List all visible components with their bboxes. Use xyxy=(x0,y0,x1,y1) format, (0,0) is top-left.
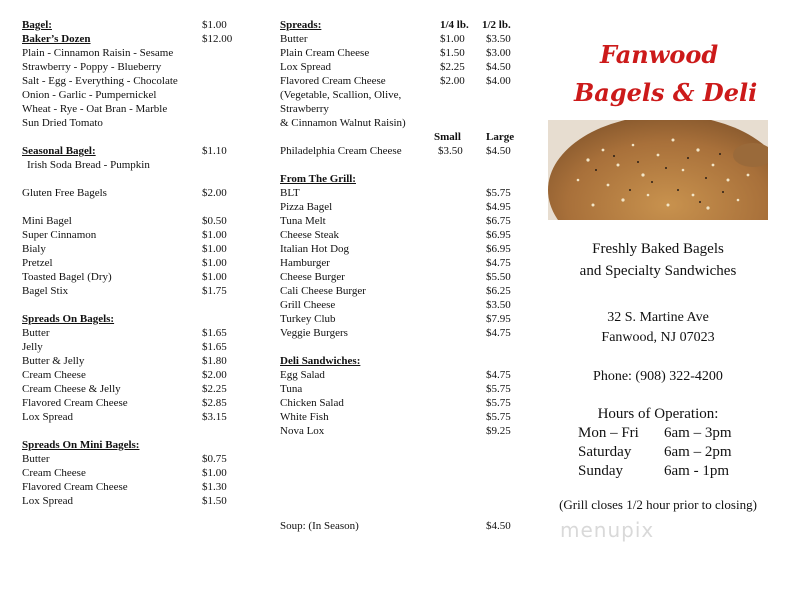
flavor-line xyxy=(22,88,240,102)
item-name: Hamburger xyxy=(280,257,330,269)
menupix-watermark: menupix xyxy=(560,518,655,542)
menu-item-row xyxy=(280,186,516,200)
item-price: $6.95 xyxy=(486,243,511,255)
quarter-lb-header: 1/4 lb. xyxy=(440,19,469,31)
section-title: From The Grill: xyxy=(280,173,356,185)
item-price: $1.00 xyxy=(202,257,227,269)
flavor-line xyxy=(22,60,240,74)
item-name: White Fish xyxy=(280,411,329,423)
item-name: Lox Spread xyxy=(280,61,332,73)
menu-item-row xyxy=(280,228,516,242)
menu-item-row xyxy=(280,326,516,340)
menu-item-row xyxy=(280,256,516,270)
item-price: $1.75 xyxy=(202,285,227,297)
item-name: Super Cinnamon xyxy=(22,229,97,241)
item-name: Pretzel xyxy=(22,257,53,269)
philly-row xyxy=(280,144,516,158)
flavor-text: Strawberry - Poppy - Blueberry xyxy=(22,61,162,73)
logo-line-1: Fanwood xyxy=(600,40,719,69)
item-name: BLT xyxy=(280,187,300,199)
note-text: & Cinnamon Walnut Raisin) xyxy=(280,117,406,129)
item-name: Soup: (In Season) xyxy=(280,520,359,532)
menu-item-row xyxy=(280,242,516,256)
item-price-large: $4.00 xyxy=(486,75,511,87)
grill-header xyxy=(280,172,516,186)
item-name: Philadelphia Cream Cheese xyxy=(280,145,402,157)
item-price: $5.50 xyxy=(486,271,511,283)
item-name: Cream Cheese xyxy=(22,369,86,381)
seasonal-desc-row xyxy=(22,158,240,172)
bakers-dozen-label: Baker’s Dozen xyxy=(22,33,91,45)
menu-item-row xyxy=(22,354,240,368)
item-name: Cheese Burger xyxy=(280,271,345,283)
item-name: Tuna xyxy=(280,383,303,395)
menu-item-row xyxy=(22,340,240,354)
seasonal-label: Seasonal Bagel: xyxy=(22,145,96,157)
flavor-text: Onion - Garlic - Pumpernickel xyxy=(22,89,157,101)
bakers-dozen-row xyxy=(22,32,240,46)
menu-item-row xyxy=(280,382,516,396)
item-name: Chicken Salad xyxy=(280,397,344,409)
item-name: Butter & Jelly xyxy=(22,355,85,367)
hours-row xyxy=(548,443,768,462)
hours-row xyxy=(548,462,768,481)
flavor-note xyxy=(280,88,516,102)
hours-day: Sunday xyxy=(578,463,623,479)
flavor-line xyxy=(22,102,240,116)
section-title: Deli Sandwiches: xyxy=(280,355,361,367)
menu-item-row xyxy=(280,200,516,214)
item-price: $6.75 xyxy=(486,215,511,227)
item-price: $1.80 xyxy=(202,355,227,367)
phone-number: Phone: (908) 322-4200 xyxy=(593,369,723,384)
bagel-menu-column xyxy=(22,18,240,508)
spreads-on-bagels-header xyxy=(22,312,240,326)
item-name: Bagel Stix xyxy=(22,285,69,297)
item-name: Mini Bagel xyxy=(22,215,72,227)
item-price: $4.75 xyxy=(486,327,511,339)
size-header-row xyxy=(280,130,516,144)
item-name: Lox Spread xyxy=(22,495,74,507)
item-price: $4.50 xyxy=(486,520,511,532)
menu-item-row xyxy=(280,424,516,438)
gluten-free-price: $2.00 xyxy=(202,187,227,199)
item-name: Cream Cheese & Jelly xyxy=(22,383,121,395)
item-price: $0.50 xyxy=(202,215,227,227)
grill-note: (Grill closes 1/2 hour prior to closing) xyxy=(559,497,757,512)
flavor-text: Salt - Egg - Everything - Chocolate xyxy=(22,75,178,87)
bagel-row xyxy=(22,18,240,32)
item-name: Flavored Cream Cheese xyxy=(280,75,386,87)
item-price: $3.50 xyxy=(486,299,511,311)
item-price: $1.00 xyxy=(202,229,227,241)
tagline xyxy=(548,238,768,282)
item-price: $1.30 xyxy=(202,481,227,493)
menu-item-row xyxy=(280,368,516,382)
item-name: Butter xyxy=(22,327,50,339)
menu-item-row xyxy=(280,74,516,88)
seasonal-desc: Irish Soda Bread - Pumpkin xyxy=(27,159,150,171)
item-name: Pizza Bagel xyxy=(280,201,333,213)
item-name: Italian Hot Dog xyxy=(280,243,350,255)
spreads-header-row xyxy=(280,18,516,32)
menu-item-row xyxy=(280,270,516,284)
hours-day: Mon – Fri xyxy=(578,425,639,441)
item-price: $4.75 xyxy=(486,369,511,381)
bagel-photo xyxy=(548,120,768,220)
item-name: Egg Salad xyxy=(280,369,325,381)
menu-item-row xyxy=(22,382,240,396)
menu-item-row xyxy=(22,452,240,466)
item-price: $2.85 xyxy=(202,397,227,409)
logo-line-2: Bagels & Deli xyxy=(574,78,758,107)
hours-time: 6am – 2pm xyxy=(664,444,732,460)
item-name: Bialy xyxy=(22,243,46,255)
menu-item-row xyxy=(280,298,516,312)
hours-title: Hours of Operation: xyxy=(597,406,719,422)
soup-block xyxy=(280,519,516,533)
item-price: $1.00 xyxy=(202,243,227,255)
bagel-price: $1.00 xyxy=(202,19,227,31)
item-price-large: $3.00 xyxy=(486,47,511,59)
item-price-small: $2.00 xyxy=(440,75,465,87)
note-text: Strawberry xyxy=(280,103,329,115)
item-price: $0.75 xyxy=(202,453,227,465)
flavor-text: Wheat - Rye - Oat Bran - Marble xyxy=(22,103,168,115)
flavor-text: Sun Dried Tomato xyxy=(22,117,103,129)
item-price: $2.00 xyxy=(202,369,227,381)
item-price: $2.25 xyxy=(202,383,227,395)
small-header: Small xyxy=(434,131,461,143)
item-price: $6.95 xyxy=(486,229,511,241)
item-price: $5.75 xyxy=(486,187,511,199)
deli-header xyxy=(280,354,516,368)
item-name: Plain Cream Cheese xyxy=(280,47,370,59)
item-price: $9.25 xyxy=(486,425,511,437)
seasonal-price: $1.10 xyxy=(202,145,227,157)
menu-item-row xyxy=(22,228,240,242)
menu-item-row xyxy=(22,410,240,424)
item-price: $1.65 xyxy=(202,327,227,339)
spreads-grill-deli-column xyxy=(280,18,516,438)
half-lb-header: 1/2 lb. xyxy=(482,19,511,31)
address xyxy=(548,308,768,348)
bakers-dozen-price: $12.00 xyxy=(202,33,233,45)
item-price-small: $2.25 xyxy=(440,61,465,73)
hours-time: 6am – 3pm xyxy=(664,425,732,441)
address-city: Fanwood, NJ 07023 xyxy=(601,330,715,345)
hours-row xyxy=(548,424,768,443)
item-name: Tuna Melt xyxy=(280,215,326,227)
menu-item-row xyxy=(22,214,240,228)
menu-item-row xyxy=(280,284,516,298)
item-name: Cheese Steak xyxy=(280,229,339,241)
item-price-large: $3.50 xyxy=(486,33,511,45)
tagline-line-1: Freshly Baked Bagels xyxy=(592,241,724,257)
item-price: $4.75 xyxy=(486,257,511,269)
menu-item-row xyxy=(22,326,240,340)
item-price: $1.00 xyxy=(202,467,227,479)
menu-item-row xyxy=(280,60,516,74)
spreads-on-mini-header xyxy=(22,438,240,452)
menu-item-row xyxy=(280,396,516,410)
flavor-note xyxy=(280,116,516,130)
tagline-line-2: and Specialty Sandwiches xyxy=(579,263,737,279)
soup-row xyxy=(280,519,516,533)
menu-item-row xyxy=(22,256,240,270)
item-name: Toasted Bagel (Dry) xyxy=(22,271,112,283)
item-name: Cream Cheese xyxy=(22,467,86,479)
hours-table xyxy=(548,424,768,481)
item-name: Turkey Club xyxy=(280,313,336,325)
item-name: Jelly xyxy=(22,341,43,353)
item-name: Lox Spread xyxy=(22,411,74,423)
item-price: $4.95 xyxy=(486,201,511,213)
hours-day: Saturday xyxy=(578,444,632,460)
menu-item-row xyxy=(22,396,240,410)
item-price-small: $3.50 xyxy=(438,145,463,157)
item-name: Butter xyxy=(22,453,50,465)
item-price: $1.00 xyxy=(202,271,227,283)
item-price: $3.15 xyxy=(202,411,227,423)
item-price: $5.75 xyxy=(486,411,511,423)
gluten-free-row xyxy=(22,186,240,200)
item-price: $6.25 xyxy=(486,285,511,297)
gluten-free-label: Gluten Free Bagels xyxy=(22,187,107,199)
item-price: $1.50 xyxy=(202,495,227,507)
menu-item-row xyxy=(280,312,516,326)
item-price-large: $4.50 xyxy=(486,145,511,157)
flavor-text: Plain - Cinnamon Raisin - Sesame xyxy=(22,47,174,59)
bagel-label: Bagel: xyxy=(22,19,52,31)
item-price-large: $4.50 xyxy=(486,61,511,73)
note-text: (Vegetable, Scallion, Olive, xyxy=(280,89,402,101)
menu-item-row xyxy=(22,494,240,508)
section-title: Spreads On Bagels: xyxy=(22,313,115,325)
flavor-line xyxy=(22,116,240,130)
address-street: 32 S. Martine Ave xyxy=(607,310,709,325)
section-title: Spreads On Mini Bagels: xyxy=(22,439,140,451)
menu-item-row xyxy=(22,466,240,480)
menu-item-row xyxy=(22,270,240,284)
menu-item-row xyxy=(22,480,240,494)
item-price: $1.65 xyxy=(202,341,227,353)
menu-item-row xyxy=(22,284,240,298)
item-price-small: $1.50 xyxy=(440,47,465,59)
item-name: Veggie Burgers xyxy=(280,327,348,339)
item-price: $7.95 xyxy=(486,313,511,325)
flavor-note xyxy=(280,102,516,116)
flavor-line xyxy=(22,46,240,60)
large-header: Large xyxy=(486,131,515,143)
fanwood-logo xyxy=(560,40,760,120)
item-name: Nova Lox xyxy=(280,425,325,437)
item-name: Flavored Cream Cheese xyxy=(22,481,128,493)
menu-item-row xyxy=(280,46,516,60)
item-name: Flavored Cream Cheese xyxy=(22,397,128,409)
item-name: Grill Cheese xyxy=(280,299,336,311)
menu-item-row xyxy=(280,410,516,424)
item-price: $5.75 xyxy=(486,383,511,395)
menu-item-row xyxy=(280,214,516,228)
item-name: Butter xyxy=(280,33,308,45)
flavor-line xyxy=(22,74,240,88)
hours-time: 6am - 1pm xyxy=(664,463,729,479)
item-name: Cali Cheese Burger xyxy=(280,285,366,297)
section-title: Spreads: xyxy=(280,19,322,31)
item-price-small: $1.00 xyxy=(440,33,465,45)
menu-item-row xyxy=(22,242,240,256)
seasonal-row xyxy=(22,144,240,158)
menu-item-row xyxy=(22,368,240,382)
menu-item-row xyxy=(280,32,516,46)
item-price: $5.75 xyxy=(486,397,511,409)
